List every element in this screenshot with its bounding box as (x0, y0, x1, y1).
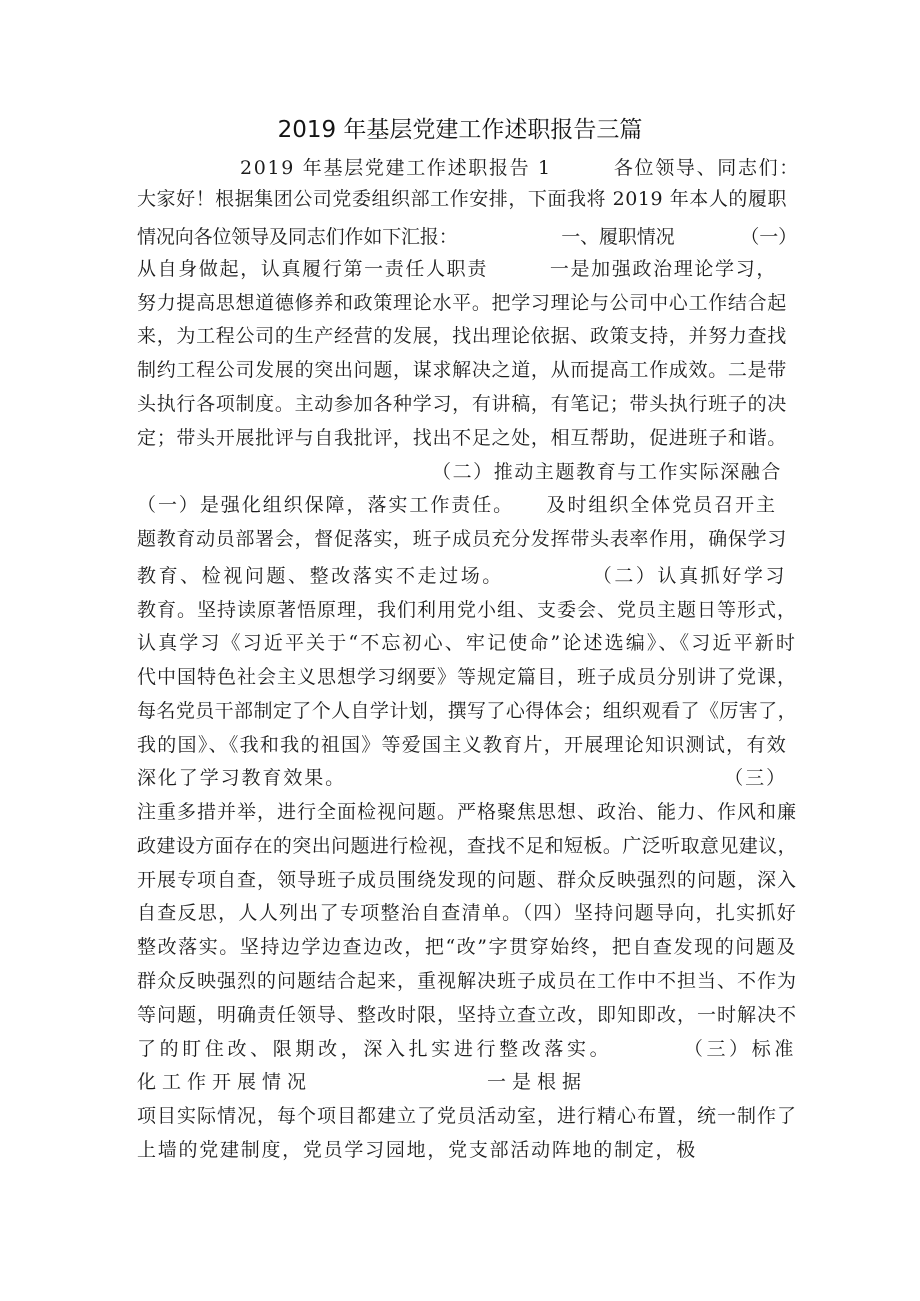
body-line-13: 教育、检视问题、整改落实不走过场。 （二）认真抓好学习 (137, 565, 787, 587)
section-heading-2: （二）推动主题教育与工作实际深融合 (432, 461, 782, 483)
body-line-08: 头执行各项制度。主动参加各种学习，有讲稿，有笔记；带头执行班子的决 (137, 393, 787, 415)
body-line-02: 大家好！根据集团公司党委组织部工作安排，下面我将 2019 年本人的履职 (137, 188, 787, 210)
body-line-05: 努力提高思想道德修养和政策理论水平。把学习理论与公司中心工作结合起 (137, 292, 787, 314)
body-line-03: 情况向各位领导及同志们作如下汇报： 一、履职情况 （一） (137, 226, 797, 248)
body-line-26: 等问题，明确责任领导、整改时限，坚持立查立改，即知即改，一时解决不 (137, 1004, 797, 1026)
body-line-14: 教育。坚持读原著悟原理，我们利用党小组、支委会、党员主题日等形式， (137, 599, 797, 621)
body-line-01: 2019 年基层党建工作述职报告 1 各位领导、同志们： (240, 157, 800, 179)
body-line-24: 整改落实。坚持边学边查边改，把“改”字贯穿始终，把自查发现的问题及 (137, 936, 797, 958)
body-line-23: 自查反思，人人列出了专项整治自查清单。（四）坚持问题导向，扎实抓好 (137, 902, 797, 924)
body-line-17: 每名党员干部制定了个人自学计划，撰写了心得体会；组织观看了《厉害了， (137, 700, 797, 722)
document-title: 2019 年基层党建工作述职报告三篇 (277, 117, 643, 143)
body-line-06: 来，为工程公司的生产经营的发展，找出理论依据、政策支持，并努力查找 (137, 325, 787, 347)
body-line-27: 了的盯住改、限期改，深入扎实进行整改落实。 （三）标准 (137, 1038, 797, 1060)
body-line-25: 群众反映强烈的问题结合起来，重视解决班子成员在工作中不担当、不作为 (137, 970, 797, 992)
body-line-30: 上墙的党建制度，党员学习园地，党支部活动阵地的制定，极 (137, 1139, 697, 1161)
body-line-18: 我的国》、《我和我的祖国》等爱国主义教育片，开展理论知识测试，有效 (137, 734, 787, 756)
body-line-28: 化工作开展情况 一是根据 (137, 1071, 588, 1093)
body-line-04: 从自身做起，认真履行第一责任人职责 一是加强政治理论学习， (137, 258, 777, 280)
body-line-15: 认真学习《习近平关于“不忘初心、牢记使命”论述选编》、《习近平新时 (137, 632, 797, 654)
body-line-09: 定；带头开展批评与自我批评，找出不足之处，相互帮助，促进班子和谐。 (137, 427, 787, 449)
body-line-16: 代中国特色社会主义思想学习纲要》等规定篇目，班子成员分别讲了党课， (137, 666, 797, 688)
body-line-19: 深化了学习教育效果。 （三） (137, 767, 787, 789)
body-line-11: （一）是强化组织保障，落实工作责任。 及时组织全体党员召开主 (137, 494, 777, 516)
body-line-29: 项目实际情况，每个项目都建立了党员活动室，进行精心布置，统一制作了 (137, 1105, 797, 1127)
body-line-12: 题教育动员部署会，督促落实，班子成员充分发挥带头表率作用，确保学习 (137, 528, 787, 550)
body-line-21: 政建设方面存在的突出问题进行检视，查找不足和短板。广泛听取意见建议， (137, 835, 797, 857)
body-line-20: 注重多措并举，进行全面检视问题。严格聚焦思想、政治、能力、作风和廉 (137, 801, 797, 823)
body-line-22: 开展专项自查，领导班子成员围绕发现的问题、群众反映强烈的问题，深入 (137, 869, 797, 891)
body-line-07: 制约工程公司发展的突出问题，谋求解决之道，从而提高工作成效。二是带 (137, 359, 787, 381)
